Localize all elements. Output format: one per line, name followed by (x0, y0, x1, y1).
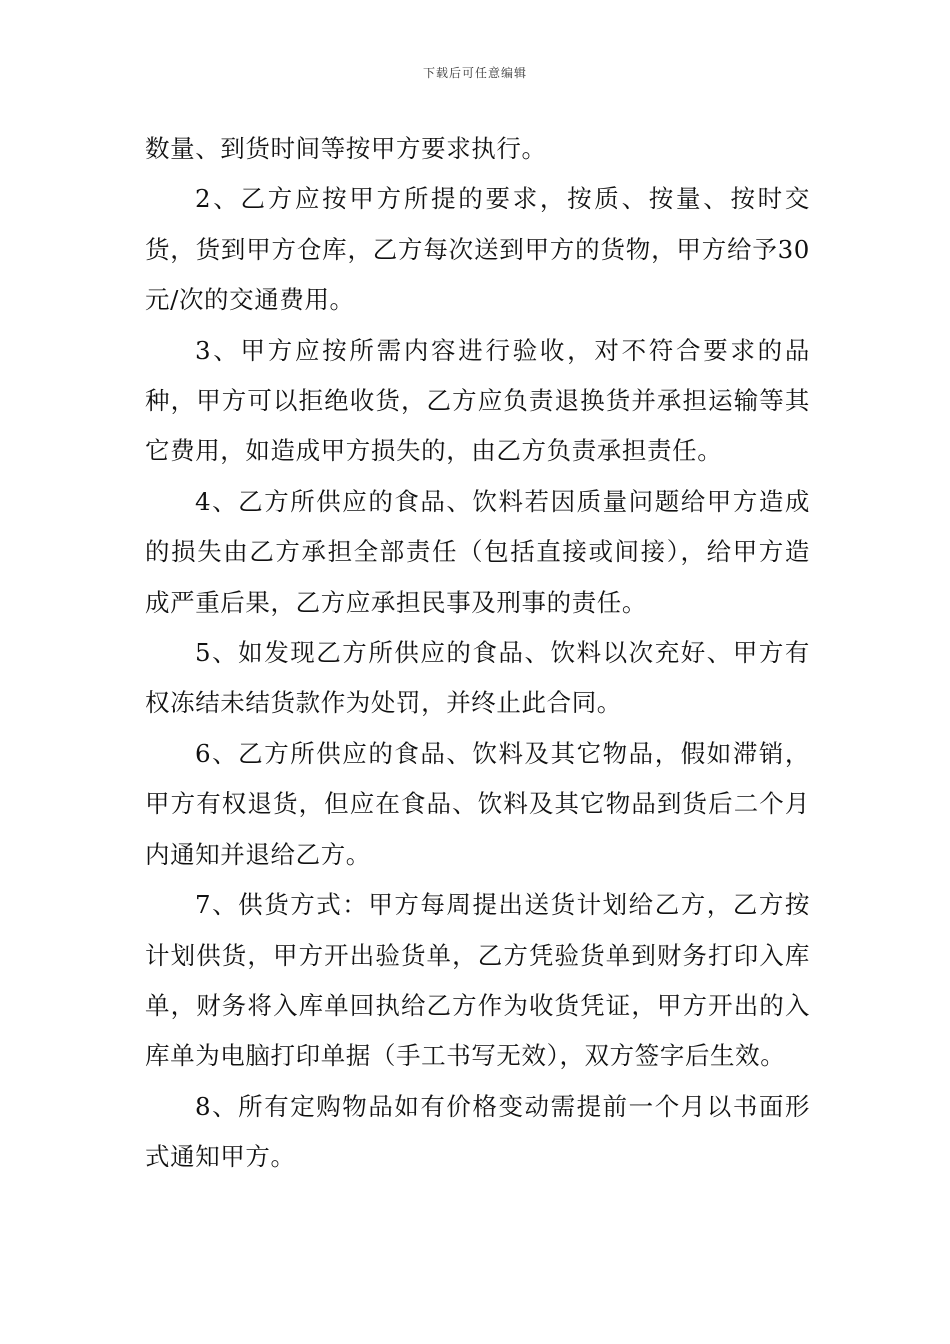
paragraph-clause-2: 2、乙方应按甲方所提的要求，按质、按量、按时交货，货到甲方仓库，乙方每次送到甲方的货物，甲方给予30元/次的交通费用。 (145, 184, 810, 315)
paragraph-clause-5: 5、如发现乙方所供应的食品、饮料以次充好、甲方有权冻结未结货款作为处罚，并终止此合同。 (145, 638, 810, 718)
paragraph-clause-7: 7、供货方式：甲方每周提出送货计划给乙方，乙方按计划供货，甲方开出验货单，乙方凭验货单到财务打印入库单，财务将入库单回执给乙方作为收货凭证，甲方开出的入库单为电脑打印单据（手工书写无效），双方签字后生效。 (145, 890, 810, 1071)
paragraph-clause-6: 6、乙方所供应的食品、饮料及其它物品，假如滞销，甲方有权退货，但应在食品、饮料及其它物品到货后二个月内通知并退给乙方。 (145, 738, 810, 869)
paragraph-continuation: 数量、到货时间等按甲方要求执行。 (145, 134, 547, 163)
paragraph-clause-4: 4、乙方所供应的食品、饮料若因质量问题给甲方造成的损失由乙方承担全部责任（包括直接或间接），给甲方造成严重后果，乙方应承担民事及刑事的责任。 (145, 486, 810, 617)
paragraph-clause-8: 8、所有定购物品如有价格变动需提前一个月以书面形式通知甲方。 (145, 1091, 810, 1172)
paragraph-clause-3: 3、甲方应按所需内容进行验收，对不符合要求的品种，甲方可以拒绝收货，乙方应负责退换货并承担运输等其它费用，如造成甲方损失的，由乙方负责承担责任。 (145, 335, 810, 466)
document-body (145, 124, 810, 1183)
header-note: 下载后可任意编辑 (422, 66, 527, 80)
